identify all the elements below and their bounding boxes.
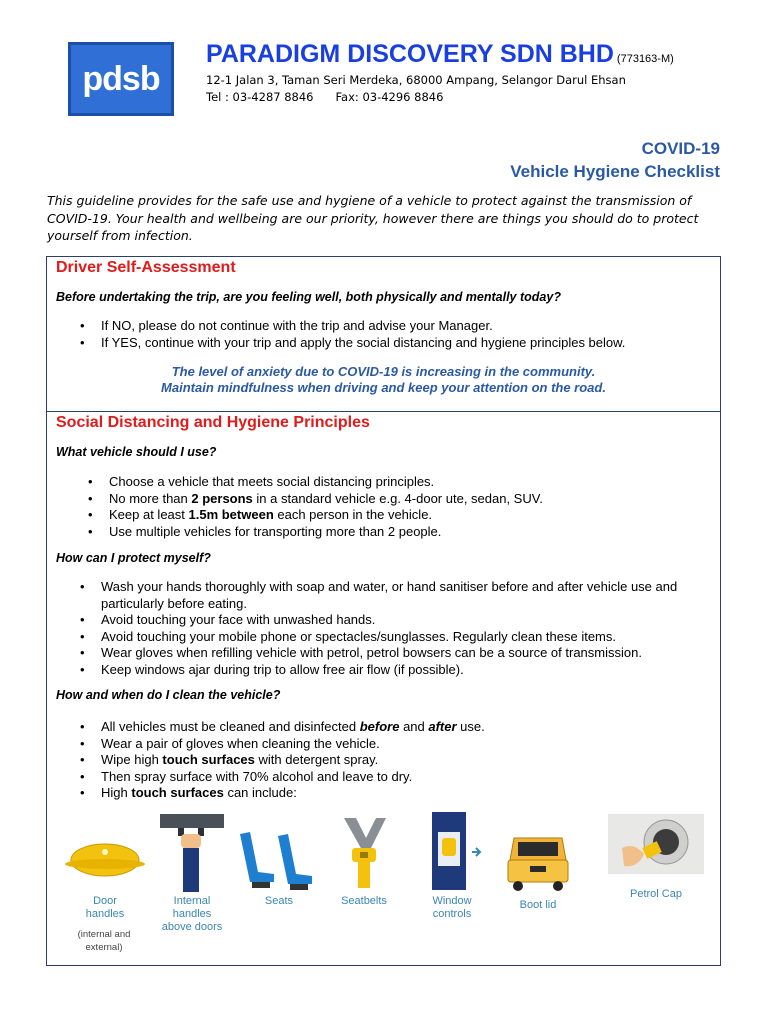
list-item: • High touch surfaces can include: bbox=[56, 785, 714, 802]
label-internal-handles: Internal handles above doors bbox=[161, 895, 223, 933]
question-clean: How and when do I clean the vehicle? bbox=[56, 688, 281, 702]
question-protect: How can I protect myself? bbox=[56, 551, 211, 565]
company-name-line bbox=[206, 40, 674, 69]
list-item: • Avoid touching your mobile phone or spectacles/sunglasses. Regularly clean these items. bbox=[56, 629, 714, 646]
label-boot-lid: Boot lid bbox=[519, 899, 557, 911]
logo-text: pdsb bbox=[82, 59, 160, 98]
list-item: • If YES, continue with your trip and apply the social distancing and hygiene principles below. bbox=[56, 335, 716, 352]
section-title-hygiene: Social Distancing and Hygiene Principles bbox=[56, 414, 370, 431]
mindfulness-note bbox=[46, 364, 721, 396]
note-line-2: Maintain mindfulness when driving and keep your attention on the road. bbox=[161, 380, 606, 395]
list-item: • All vehicles must be cleaned and disinfected before and after use. bbox=[56, 719, 714, 736]
list-item: • Wipe high touch surfaces with detergent spray. bbox=[56, 752, 714, 769]
internal-handle-icon bbox=[158, 812, 228, 894]
door-handle-icon bbox=[60, 840, 150, 880]
list-item: • Wear a pair of gloves when cleaning the vehicle. bbox=[56, 736, 714, 753]
list-item: • Wear gloves when refilling vehicle with petrol, petrol bowsers can be a source of transmission. bbox=[56, 645, 714, 662]
question-vehicle: What vehicle should I use? bbox=[56, 445, 217, 459]
list-item: • No more than 2 persons in a standard vehicle e.g. 4-door ute, sedan, SUV. bbox=[64, 491, 714, 508]
list-item: • If NO, please do not continue with the trip and advise your Manager. bbox=[56, 318, 716, 335]
label-petrol-cap: Petrol Cap bbox=[630, 888, 682, 900]
doc-title-line2: Vehicle Hygiene Checklist bbox=[510, 162, 720, 181]
company-reg: (773163-M) bbox=[616, 53, 674, 65]
fax-number: Fax: 03-4296 8846 bbox=[335, 90, 444, 104]
label-seatbelts: Seatbelts bbox=[341, 895, 387, 907]
list-item: • Use multiple vehicles for transporting more than 2 people. bbox=[64, 524, 714, 541]
company-logo bbox=[68, 42, 174, 116]
company-name: PARADIGM DISCOVERY SDN BHD bbox=[206, 40, 614, 68]
doc-title-line1: COVID-19 bbox=[641, 139, 720, 158]
label-door-handles: Door handles bbox=[85, 895, 125, 920]
seats-icon bbox=[236, 828, 318, 892]
label-window-controls: Window controls bbox=[432, 895, 472, 920]
label-seats: Seats bbox=[264, 895, 294, 907]
note-line-1: The level of anxiety due to COVID-19 is increasing in the community. bbox=[171, 364, 596, 379]
window-control-icon bbox=[428, 812, 484, 892]
protect-list bbox=[56, 579, 714, 678]
company-address: 12-1 Jalan 3, Taman Seri Merdeka, 68000 Ampang, Selangor Darul Ehsan bbox=[206, 73, 626, 87]
vehicle-list bbox=[64, 474, 714, 540]
seatbelt-icon bbox=[338, 816, 390, 890]
petrol-cap-icon bbox=[608, 814, 704, 876]
self-assessment-list bbox=[56, 318, 716, 351]
section-title-self-assessment: Driver Self-Assessment bbox=[56, 259, 236, 276]
list-item: • Keep at least 1.5m between each person in the vehicle. bbox=[64, 507, 714, 524]
clean-list bbox=[56, 719, 714, 802]
label-door-handles-note: (internal and external) bbox=[77, 929, 131, 953]
contact-line bbox=[206, 90, 443, 104]
list-item: • Choose a vehicle that meets social distancing principles. bbox=[64, 474, 714, 491]
section-divider bbox=[46, 411, 721, 412]
list-item: • Then spray surface with 70% alcohol and leave to dry. bbox=[56, 769, 714, 786]
self-assessment-question: Before undertaking the trip, are you feeling well, both physically and mentally today? bbox=[56, 290, 561, 304]
list-item: • Avoid touching your face with unwashed hands. bbox=[56, 612, 714, 629]
intro-paragraph: This guideline provides for the safe use and hygiene of a vehicle to protect against the transmission of COVID-19. Your health and wellbeing are our priority, however there are things you should do to protect yourself from infection. bbox=[47, 193, 699, 243]
list-item: • Keep windows ajar during trip to allow free air flow (if possible). bbox=[56, 662, 714, 679]
boot-lid-icon bbox=[506, 832, 570, 894]
list-item: • Wash your hands thoroughly with soap and water, or hand sanitiser before and after vehicle use and particularly before eating. bbox=[56, 579, 714, 612]
tel-number: Tel : 03-4287 8846 bbox=[206, 90, 314, 104]
